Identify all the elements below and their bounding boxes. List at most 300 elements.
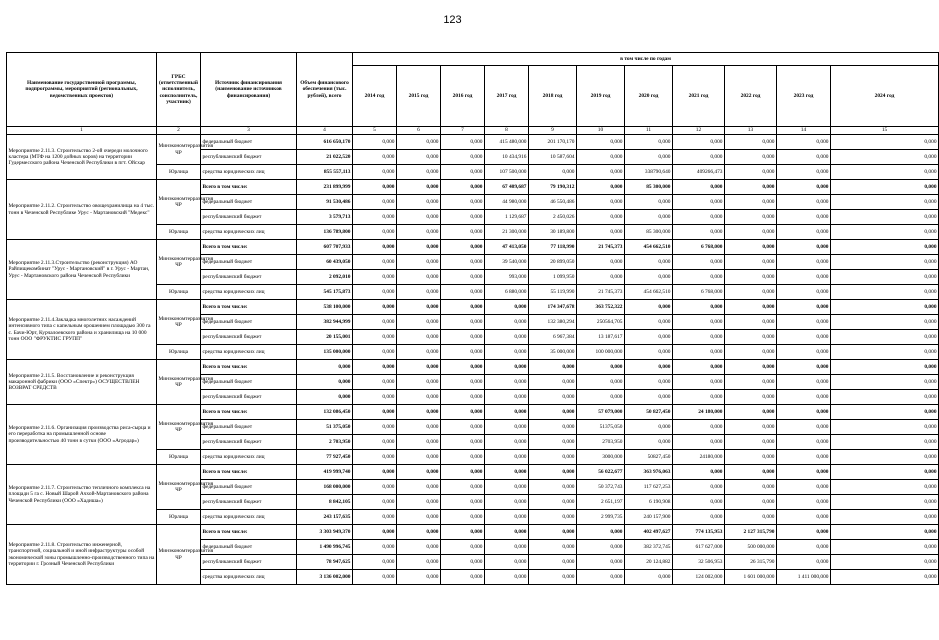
year-value: 0,000	[397, 165, 441, 180]
total-value: 2 703,950	[297, 435, 353, 450]
funding-source: Всего в том числе:	[201, 240, 297, 255]
year-value: 0,000	[397, 390, 441, 405]
year-value: 0,000	[725, 180, 777, 195]
year-value: 0,000	[777, 285, 831, 300]
year-value: 2 127 315,790	[725, 525, 777, 540]
year-value: 0,000	[625, 150, 673, 165]
year-value: 0,000	[441, 465, 485, 480]
year-value: 0,000	[831, 300, 939, 315]
year-value: 0,000	[353, 540, 397, 555]
year-value: 201 170,170	[529, 135, 577, 150]
program-name: Мероприятие 2.11.6. Организация производства риса-сырца и его переработка на промышленной основе производительностью 40 тонн в сутки (ООО «Агродар»)	[7, 405, 157, 465]
year-value: 0,000	[831, 510, 939, 525]
year-value: 32 506,953	[673, 555, 725, 570]
year-value: 0,000	[485, 315, 529, 330]
total-value: 545 175,873	[297, 285, 353, 300]
funding-source: Всего в том числе:	[201, 405, 297, 420]
year-value: 2 651,197	[577, 495, 625, 510]
year-value: 0,000	[725, 345, 777, 360]
year-value: 0,000	[353, 480, 397, 495]
year-value: 0,000	[441, 405, 485, 420]
year-value: 47 413,050	[485, 240, 529, 255]
funding-source: республиканский бюджет	[201, 555, 297, 570]
grbs-name: Минэкономтерразвития ЧР	[157, 180, 201, 225]
year-value: 0,000	[777, 420, 831, 435]
year-value: 0,000	[673, 315, 725, 330]
year-value: 0,000	[529, 525, 577, 540]
year-value: 0,000	[529, 360, 577, 375]
col-years-group-header: в том числе по годам	[353, 53, 939, 66]
year-value: 0,000	[673, 225, 725, 240]
year-value: 26 315,790	[725, 555, 777, 570]
year-value: 0,000	[353, 315, 397, 330]
year-value: 0,000	[673, 270, 725, 285]
year-value: 0,000	[831, 270, 939, 285]
total-value: 243 157,635	[297, 510, 353, 525]
year-value: 0,000	[353, 495, 397, 510]
year-value: 0,000	[485, 390, 529, 405]
year-value: 0,000	[577, 150, 625, 165]
col-program-header: Наименование государственной программы, подпрограммы, мероприятий (региональных, ведомственных проектов)	[7, 53, 157, 127]
year-value: 0,000	[397, 570, 441, 585]
year-value: 57 079,000	[577, 405, 625, 420]
year-header: 2018 год	[529, 66, 577, 127]
year-value: 0,000	[441, 180, 485, 195]
column-number: 1	[7, 127, 157, 135]
year-value: 338790,640	[625, 165, 673, 180]
year-value: 0,000	[397, 300, 441, 315]
year-value: 0,000	[397, 405, 441, 420]
table-row	[7, 525, 939, 540]
year-value: 0,000	[397, 435, 441, 450]
year-value: 454 662,510	[625, 285, 673, 300]
year-value: 0,000	[725, 375, 777, 390]
year-value: 0,000	[353, 150, 397, 165]
year-value: 174 347,678	[529, 300, 577, 315]
year-value: 0,000	[353, 135, 397, 150]
year-value: 0,000	[353, 420, 397, 435]
year-value: 0,000	[397, 225, 441, 240]
year-value: 0,000	[441, 540, 485, 555]
year-value: 0,000	[485, 525, 529, 540]
year-value: 6 190,908	[625, 495, 673, 510]
year-value: 0,000	[673, 360, 725, 375]
year-value: 0,000	[529, 390, 577, 405]
year-value: 0,000	[777, 495, 831, 510]
column-number: 11	[625, 127, 673, 135]
funding-source: республиканский бюджет	[201, 330, 297, 345]
column-number: 2	[157, 127, 201, 135]
total-value: 0,000	[297, 375, 353, 390]
year-value: 2 450,026	[529, 210, 577, 225]
year-value: 6 768,000	[673, 240, 725, 255]
year-value: 0,000	[831, 330, 939, 345]
year-value: 500 000,000	[725, 540, 777, 555]
year-value: 0,000	[397, 180, 441, 195]
year-value: 0,000	[397, 135, 441, 150]
funding-source: федеральный бюджет	[201, 315, 297, 330]
year-header: 2015 год	[397, 66, 441, 127]
year-value: 117 627,253	[625, 480, 673, 495]
year-value: 24180,000	[673, 450, 725, 465]
table-row	[7, 240, 939, 255]
funding-source: средства юридических лиц	[201, 285, 297, 300]
year-value: 85 300,000	[625, 180, 673, 195]
year-value: 0,000	[725, 450, 777, 465]
year-value: 0,000	[577, 210, 625, 225]
year-value: 0,000	[777, 405, 831, 420]
year-value: 0,000	[485, 345, 529, 360]
year-value: 0,000	[673, 300, 725, 315]
year-value: 0,000	[777, 255, 831, 270]
year-value: 0,000	[673, 255, 725, 270]
year-value: 0,000	[441, 420, 485, 435]
year-value: 0,000	[397, 195, 441, 210]
total-value: 607 707,933	[297, 240, 353, 255]
year-value: 0,000	[673, 375, 725, 390]
grbs-name: Минэкономтерразвития ЧР	[157, 525, 201, 585]
year-value: 0,000	[485, 405, 529, 420]
total-value: 1 490 996,745	[297, 540, 353, 555]
grbs-legal: Юрлица	[157, 450, 201, 465]
grbs-name: Минэкономтерразвития ЧР	[157, 360, 201, 405]
year-value: 0,000	[353, 210, 397, 225]
year-value: 0,000	[485, 360, 529, 375]
year-value: 617 627,000	[673, 540, 725, 555]
year-value: 0,000	[673, 210, 725, 225]
total-value: 136 789,800	[297, 225, 353, 240]
column-number: 14	[777, 127, 831, 135]
table-row	[7, 405, 939, 420]
year-value: 1 411 000,000	[777, 570, 831, 585]
year-value: 6 967,384	[529, 330, 577, 345]
grbs-legal: Юрлица	[157, 225, 201, 240]
year-value: 0,000	[485, 420, 529, 435]
year-value: 382 372,745	[625, 540, 673, 555]
year-value: 0,000	[625, 210, 673, 225]
total-value: 78 947,625	[297, 555, 353, 570]
year-value: 0,000	[397, 150, 441, 165]
year-value: 0,000	[397, 465, 441, 480]
column-number: 15	[831, 127, 939, 135]
year-value: 0,000	[725, 270, 777, 285]
year-value: 0,000	[353, 195, 397, 210]
year-value: 0,000	[725, 315, 777, 330]
year-value: 0,000	[353, 180, 397, 195]
year-value: 0,000	[625, 315, 673, 330]
year-value: 85 300,000	[625, 225, 673, 240]
year-value: 6 768,000	[673, 285, 725, 300]
year-value: 0,000	[397, 495, 441, 510]
column-number: 6	[397, 127, 441, 135]
year-value: 0,000	[353, 435, 397, 450]
year-value: 0,000	[777, 270, 831, 285]
year-value: 250564,705	[577, 315, 625, 330]
year-value: 0,000	[725, 495, 777, 510]
column-number: 10	[577, 127, 625, 135]
year-value: 0,000	[353, 165, 397, 180]
year-value: 0,000	[529, 495, 577, 510]
year-value: 0,000	[777, 300, 831, 315]
year-value: 0,000	[577, 135, 625, 150]
year-value: 0,000	[625, 330, 673, 345]
year-value: 0,000	[485, 555, 529, 570]
year-value: 0,000	[577, 375, 625, 390]
year-value: 0,000	[441, 210, 485, 225]
year-value: 0,000	[441, 300, 485, 315]
total-value: 135 000,000	[297, 345, 353, 360]
year-value: 0,000	[441, 270, 485, 285]
year-value: 0,000	[673, 495, 725, 510]
year-value: 0,000	[725, 255, 777, 270]
program-name: Мероприятие 2.11.2. Строительство овощехранилища на 4 тыс. тонн в Чеченской Республике Урус - Мартановский "Медекс"	[7, 180, 157, 240]
total-value: 616 650,170	[297, 135, 353, 150]
year-value: 0,000	[777, 315, 831, 330]
page-number: 123	[443, 14, 462, 26]
year-value: 0,000	[529, 480, 577, 495]
column-number: 7	[441, 127, 485, 135]
column-number: 3	[201, 127, 297, 135]
year-value: 0,000	[353, 285, 397, 300]
year-value: 454 662,510	[625, 240, 673, 255]
year-value: 0,000	[831, 480, 939, 495]
funding-source: федеральный бюджет	[201, 195, 297, 210]
year-value: 13 187,617	[577, 330, 625, 345]
grbs-name: Минэкономтерразвития ЧР	[157, 135, 201, 165]
year-value: 0,000	[577, 570, 625, 585]
year-value: 132 380,294	[529, 315, 577, 330]
total-value: 8 842,105	[297, 495, 353, 510]
year-value: 0,000	[397, 315, 441, 330]
year-value: 0,000	[831, 375, 939, 390]
year-value: 0,000	[441, 165, 485, 180]
year-header: 2016 год	[441, 66, 485, 127]
year-value: 44 980,000	[485, 195, 529, 210]
year-value: 0,000	[725, 360, 777, 375]
year-value: 0,000	[673, 135, 725, 150]
year-value: 0,000	[577, 195, 625, 210]
year-value: 51375,050	[577, 420, 625, 435]
year-value: 0,000	[397, 480, 441, 495]
year-value: 0,000	[577, 390, 625, 405]
year-value: 0,000	[529, 510, 577, 525]
total-value: 231 899,999	[297, 180, 353, 195]
year-value: 0,000	[725, 390, 777, 405]
year-value: 0,000	[725, 465, 777, 480]
year-value: 0,000	[441, 495, 485, 510]
year-value: 20 124,882	[625, 555, 673, 570]
funding-source: республиканский бюджет	[201, 390, 297, 405]
year-value: 0,000	[353, 270, 397, 285]
year-value: 0,000	[441, 195, 485, 210]
year-value: 0,000	[441, 135, 485, 150]
year-value: 0,000	[777, 195, 831, 210]
total-value: 538 100,000	[297, 300, 353, 315]
year-value: 0,000	[485, 435, 529, 450]
funding-source: Всего в том числе:	[201, 300, 297, 315]
year-value: 0,000	[485, 465, 529, 480]
year-value: 0,000	[777, 555, 831, 570]
year-value: 0,000	[397, 345, 441, 360]
year-header: 2023 год	[777, 66, 831, 127]
year-value: 0,000	[353, 405, 397, 420]
table-row	[7, 135, 939, 150]
program-name: Мероприятие 2.11.3.Строительство (реконструкция) АО Райпищекомбинат "Урус - Мартановский" в г. Урус - Мартан, Урус - Мартановского района Чеченской Республики	[7, 240, 157, 300]
year-value: 0,000	[725, 240, 777, 255]
year-value: 0,000	[529, 555, 577, 570]
total-value: 419 999,740	[297, 465, 353, 480]
year-value: 0,000	[353, 510, 397, 525]
year-value: 0,000	[397, 285, 441, 300]
col-grbs-header: ГРБС (ответственный исполнитель, соисполнитель, участник)	[157, 53, 201, 127]
column-number: 13	[725, 127, 777, 135]
year-value: 0,000	[673, 420, 725, 435]
year-value: 0,000	[353, 450, 397, 465]
year-value: 0,000	[777, 510, 831, 525]
year-value: 0,000	[831, 165, 939, 180]
year-value: 0,000	[777, 225, 831, 240]
funding-source: федеральный бюджет	[201, 480, 297, 495]
year-header: 2017 год	[485, 66, 529, 127]
year-value: 30 189,800	[529, 225, 577, 240]
year-value: 0,000	[625, 300, 673, 315]
year-value: 77 118,990	[529, 240, 577, 255]
year-value: 0,000	[831, 390, 939, 405]
year-value: 409266,473	[673, 165, 725, 180]
year-value: 0,000	[397, 555, 441, 570]
year-value: 0,000	[673, 480, 725, 495]
year-value: 0,000	[577, 555, 625, 570]
year-value: 21 745,373	[577, 240, 625, 255]
column-number: 5	[353, 127, 397, 135]
year-value: 0,000	[673, 435, 725, 450]
year-value: 0,000	[777, 465, 831, 480]
year-value: 0,000	[577, 165, 625, 180]
year-value: 0,000	[777, 525, 831, 540]
year-value: 0,000	[485, 480, 529, 495]
year-value: 0,000	[397, 240, 441, 255]
year-value: 0,000	[485, 570, 529, 585]
grbs-legal: Юрлица	[157, 165, 201, 180]
year-value: 0,000	[725, 435, 777, 450]
year-value: 1 129,687	[485, 210, 529, 225]
year-value: 2 999,735	[577, 510, 625, 525]
year-value: 0,000	[441, 345, 485, 360]
year-value: 0,000	[625, 570, 673, 585]
year-value: 0,000	[353, 300, 397, 315]
year-value: 0,000	[777, 540, 831, 555]
year-value: 6 880,000	[485, 285, 529, 300]
total-value: 0,000	[297, 360, 353, 375]
year-value: 0,000	[625, 255, 673, 270]
year-value: 0,000	[441, 360, 485, 375]
year-value: 0,000	[725, 210, 777, 225]
grbs-name: Минэкономтерразвития ЧР	[157, 405, 201, 450]
year-value: 0,000	[625, 360, 673, 375]
total-value: 382 944,999	[297, 315, 353, 330]
year-value: 0,000	[831, 540, 939, 555]
year-value: 0,000	[831, 525, 939, 540]
year-value: 0,000	[625, 270, 673, 285]
grbs-legal: Юрлица	[157, 285, 201, 300]
year-value: 50 372,743	[577, 480, 625, 495]
total-value: 51 375,050	[297, 420, 353, 435]
column-number: 9	[529, 127, 577, 135]
year-value: 0,000	[831, 225, 939, 240]
year-value: 0,000	[673, 390, 725, 405]
table-row	[7, 360, 939, 375]
funding-source: республиканский бюджет	[201, 270, 297, 285]
funding-source: средства юридических лиц	[201, 225, 297, 240]
year-value: 0,000	[725, 480, 777, 495]
year-value: 39 540,000	[485, 255, 529, 270]
year-value: 0,000	[353, 555, 397, 570]
year-value: 0,000	[397, 525, 441, 540]
year-value: 0,000	[485, 330, 529, 345]
year-value: 0,000	[441, 315, 485, 330]
year-value: 0,000	[353, 240, 397, 255]
year-value: 0,000	[831, 210, 939, 225]
grbs-name: Минэкономтерразвития ЧР	[157, 465, 201, 510]
year-value: 0,000	[625, 390, 673, 405]
year-value: 0,000	[485, 510, 529, 525]
year-value: 79 190,312	[529, 180, 577, 195]
year-value: 100 000,000	[577, 345, 625, 360]
total-value: 77 927,450	[297, 450, 353, 465]
year-value: 0,000	[673, 465, 725, 480]
funding-source: средства юридических лиц	[201, 450, 297, 465]
year-value: 0,000	[577, 360, 625, 375]
total-value: 20 155,001	[297, 330, 353, 345]
year-value: 774 135,953	[673, 525, 725, 540]
year-value: 1 601 000,000	[725, 570, 777, 585]
col-volume-header: Объем финансового обеспечения (тыс. рублей), всего	[297, 53, 353, 127]
year-value: 0,000	[441, 450, 485, 465]
year-value: 0,000	[625, 195, 673, 210]
year-value: 0,000	[353, 330, 397, 345]
year-value: 0,000	[441, 435, 485, 450]
year-value: 50827,450	[625, 450, 673, 465]
total-value: 0,000	[297, 390, 353, 405]
year-value: 0,000	[725, 420, 777, 435]
year-value: 1 099,950	[529, 270, 577, 285]
year-value: 0,000	[673, 195, 725, 210]
year-value: 0,000	[777, 480, 831, 495]
year-value: 0,000	[441, 285, 485, 300]
program-name: Мероприятие 2.11.8. Строительство инженерной, транспортной, социальной и иной инфраструктуры особой экономической зоны промышленно-производственного типа на территории г. Грозный Чеченской Республики	[7, 525, 157, 585]
year-header: 2022 год	[725, 66, 777, 127]
year-value: 0,000	[441, 525, 485, 540]
year-value: 10 587,604	[529, 150, 577, 165]
year-value: 107 500,000	[485, 165, 529, 180]
year-value: 0,000	[725, 300, 777, 315]
year-value: 0,000	[577, 255, 625, 270]
grbs-legal: Юрлица	[157, 510, 201, 525]
year-value: 0,000	[777, 165, 831, 180]
year-value: 0,000	[777, 435, 831, 450]
year-value: 0,000	[441, 375, 485, 390]
year-value: 0,000	[441, 255, 485, 270]
year-value: 0,000	[673, 345, 725, 360]
table-row	[7, 180, 939, 195]
funding-source: Всего в том числе:	[201, 360, 297, 375]
table-row	[7, 300, 939, 315]
year-value: 0,000	[529, 465, 577, 480]
year-value: 0,000	[397, 330, 441, 345]
total-value: 3 136 002,000	[297, 570, 353, 585]
year-value: 0,000	[725, 135, 777, 150]
program-name: Мероприятие 2.11.7. Строительство тепличного комплекса на площади 5 га с. Новый Шарой Ачхой-Мартановского района Чеченской Республики (ООО «Хадиша»)	[7, 465, 157, 525]
